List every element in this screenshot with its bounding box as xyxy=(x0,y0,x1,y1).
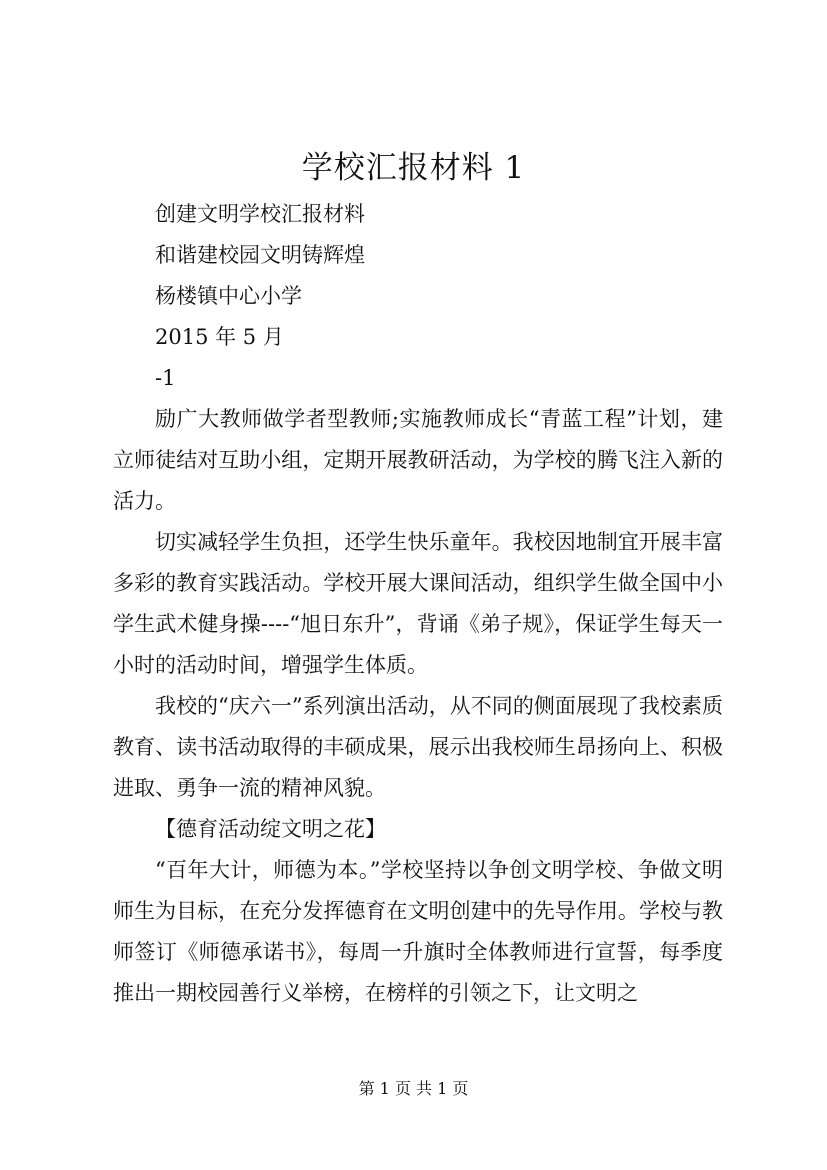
paragraph-teacher-growth: 励广大教师做学者型教师;实施教师成长“青蓝工程”计划，建立师徒结对互助小组，定期开展教研活动，为学校的腾飞注入新的活力。 xyxy=(113,407,723,513)
school-name-line: 杨楼镇中心小学 xyxy=(155,284,302,308)
page-marker-line: -1 xyxy=(155,366,176,390)
page-footer: 第 1 页 共 1 页 xyxy=(358,1079,469,1098)
slogan-line: 和谐建校园文明铸辉煌 xyxy=(155,243,365,267)
paragraph-moral-education: “百年大计，师德为本。”学校坚持以争创文明学校、争做文明师生为目标，在充分发挥德育在文明创建中的先导作用。学校与教师签订《师德承诺书》，每周一升旗时全体教师进行宣誓，每季度推出一期校园善行义举榜，在榜样的引领之下，让文明之 xyxy=(113,858,723,1005)
date-line: 2015 年 5 月 xyxy=(155,325,284,349)
subtitle-line: 创建文明学校汇报材料 xyxy=(155,202,365,226)
document-title: 学校汇报材料 1 xyxy=(301,150,526,186)
paragraph-childrens-day: 我校的“庆六一”系列演出活动，从不同的侧面展现了我校素质教育、读书活动取得的丰硕成果，展示出我校师生昂扬向上、积极进取、勇争一流的精神风貌。 xyxy=(113,694,723,800)
section-heading: 【德育活动绽文明之花】 xyxy=(155,817,386,841)
paragraph-student-burden: 切实减轻学生负担，还学生快乐童年。我校因地制宜开展丰富多彩的教育实践活动。学校开展大课间活动，组织学生做全国中小学生武术健身操----“旭日东升”，背诵《弟子规》，保证学生每天一小时的活动时间，增强学生体质。 xyxy=(113,530,723,677)
document-body xyxy=(113,194,723,1014)
